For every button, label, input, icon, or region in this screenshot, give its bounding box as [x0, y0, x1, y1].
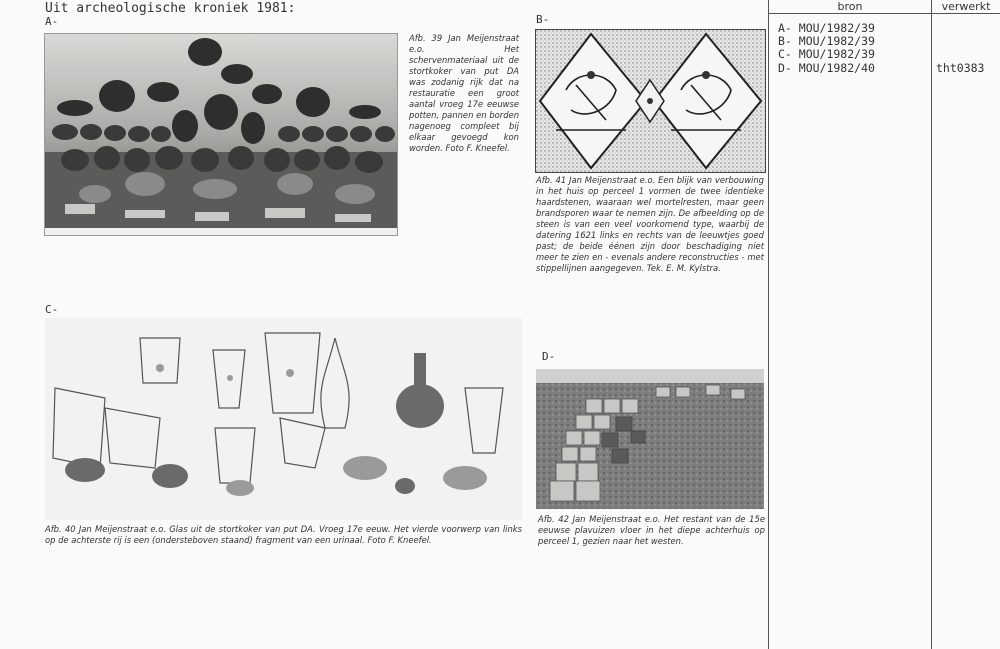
figure-d-caption: Afb. 42 Jan Meijenstraat e.o. Het restant van de 15e eeuwse plavuizen vloer in het diepe achterhuis op perceel 1, gezien naar het westen. [538, 514, 765, 546]
table-row-bron: D- MOU/1982/40 [778, 61, 875, 75]
figure-b-drawing-hearthstones [535, 29, 766, 173]
figure-a-label: A- [45, 15, 59, 28]
figure-c-label: C- [45, 303, 59, 316]
figure-a-caption: Afb. 39 Jan Meijenstraat e.o. Het schervenmateriaal uit de stortkoker van put DA was zodanig rijk dat na restauratie een groot aantal vroeg 17e eeuwse potten, pannen en borden nagenoeg compleet bij elkaar gevoegd kon worden. Foto F. Kneefel. [409, 33, 519, 153]
figure-c-caption: Afb. 40 Jan Meijenstraat e.o. Glas uit de stortkoker van put DA. Vroeg 17e eeuw. Het vierde voorwerp van links op de achterste rij is een (ondersteboven staand) fragment van een urinaal. Foto F. Kneefel. [45, 524, 522, 545]
column-header-verwerkt: verwerkt [941, 0, 991, 13]
table-row-bron: B- MOU/1982/39 [778, 34, 875, 48]
figure-a-photo-pottery [44, 33, 398, 236]
table-header-underline [768, 13, 1000, 14]
tiled-floor-image [536, 369, 764, 509]
figure-d-photo-tiled-floor [536, 369, 764, 509]
pottery-image [45, 34, 397, 235]
page-title: Uit archeologische kroniek 1981: [45, 1, 296, 16]
table-row-verwerkt: tht0383 [936, 61, 985, 75]
figure-b-caption: Afb. 41 Jan Meijenstraat e.o. Een blijk van verbouwing in het huis op perceel 1 vormen de twee identieke haardstenen, waaraan wel mortelresten, maar geen brandsporen waar te nemen zijn. De afbeelding op de steen is van een veel voorkomend type, waarbij de datering 1621 links en rechts van de leeuwtjes goed past; de beide éénen zijn door beschadiging niet meer te zien en - evenals andere reconstructies - met stippellijnen aangegeven. Tek. E. M. Kylstra. [536, 175, 764, 273]
table-divider-middle [931, 0, 932, 649]
table-row-bron: C- MOU/1982/39 [778, 47, 875, 61]
table-divider-left [768, 0, 769, 649]
table-row-bron: A- MOU/1982/39 [778, 21, 875, 35]
figure-d-label: D- [542, 350, 556, 363]
hearthstone-drawing [536, 30, 765, 172]
column-header-bron: bron [837, 0, 863, 13]
figure-b-label: B- [536, 13, 550, 26]
figure-c-photo-glass [45, 318, 522, 520]
glassware-image [45, 318, 522, 520]
